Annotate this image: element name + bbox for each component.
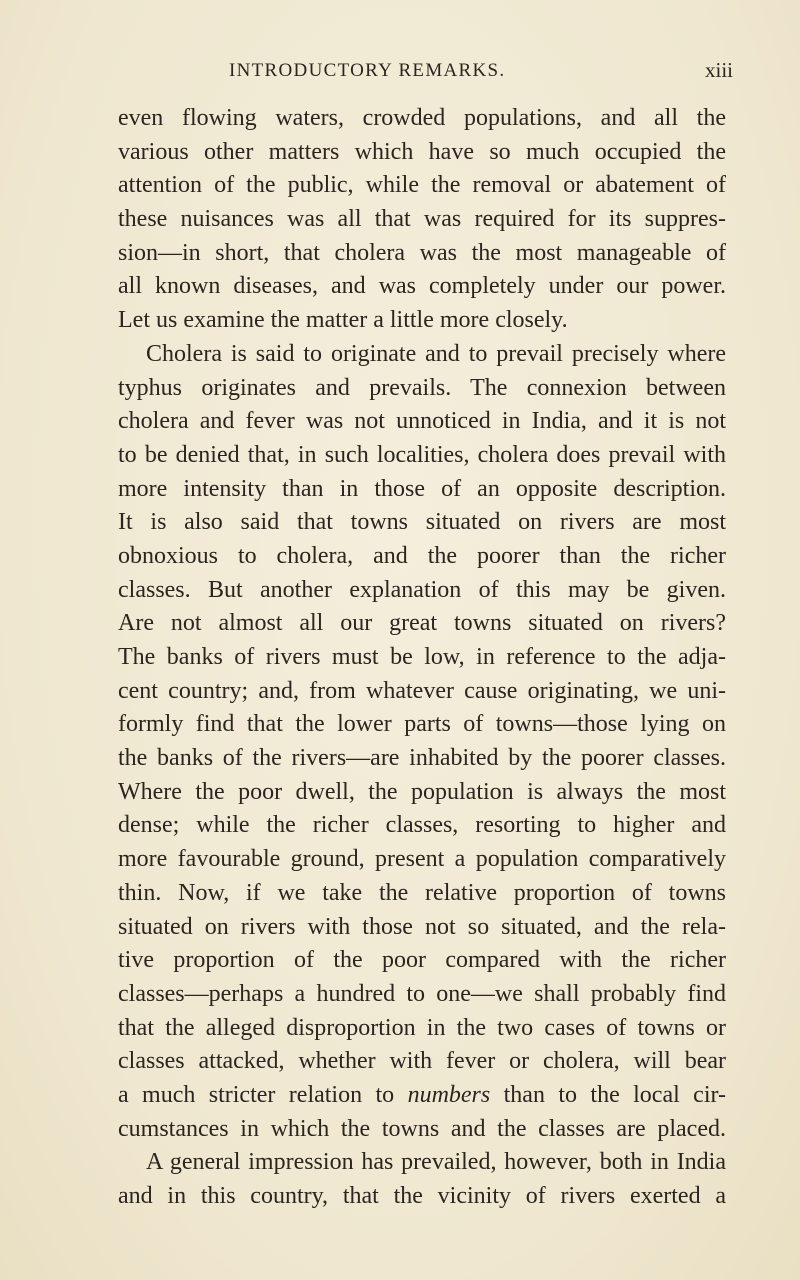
text-line: classes—perhaps a hundred to one—we shall probably find [118, 980, 726, 1007]
text-line: Let us examine the matter a little more closely. [118, 307, 568, 334]
page-number: xiii [705, 58, 734, 82]
text-line: more favourable ground, present a population comparatively [118, 846, 726, 873]
text-line: tive proportion of the poor compared with the richer [118, 947, 726, 974]
text-line: dense; while the richer classes, resorting to higher and [118, 812, 726, 839]
text-line: Cholera is said to originate and to prevail precisely where [146, 340, 726, 367]
text-segment: a much stricter relation to [118, 1081, 408, 1108]
text-line: these nuisances was all that was required for its suppres- [118, 206, 726, 233]
text-line: all known diseases, and was completely under our power. [118, 273, 726, 300]
text-line: classes. But another explanation of this may be given. [118, 576, 726, 603]
text-line: cumstances in which the towns and the classes are placed. [118, 1115, 726, 1142]
text-line: sion—in short, that cholera was the most manageable of [118, 239, 726, 266]
text-line-with-emphasis [118, 1079, 726, 1113]
text-line: A general impression has prevailed, however, both in India [146, 1149, 726, 1176]
text-segment: than to the local cir- [490, 1081, 726, 1108]
text-line: formly find that the lower parts of towns—those lying on [118, 711, 726, 738]
text-line: It is also said that towns situated on rivers are most [118, 509, 726, 536]
emphasized-word: numbers [407, 1081, 491, 1108]
text-line: cent country; and, from whatever cause originating, we uni- [118, 677, 726, 704]
text-line: attention of the public, while the removal or abatement of [118, 172, 726, 199]
text-line: cholera and fever was not unnoticed in India, and it is not [118, 408, 726, 435]
text-line: Are not almost all our great towns situated on rivers? [118, 610, 726, 637]
body-text [118, 102, 726, 1214]
text-line: various other matters which have so much occupied the [118, 138, 726, 165]
text-line: classes attacked, whether with fever or cholera, will bear [118, 1048, 726, 1075]
text-line: Where the poor dwell, the population is always the most [118, 778, 726, 805]
text-line: to be denied that, in such localities, cholera does prevail with [118, 441, 726, 468]
text-line: typhus originates and prevails. The connexion between [118, 374, 726, 401]
text-line: and in this country, that the vicinity of rivers exerted a [118, 1183, 726, 1209]
page-header [0, 56, 800, 86]
text-line: more intensity than in those of an opposite description. [118, 475, 726, 502]
text-line: even flowing waters, crowded populations, and all the [118, 105, 726, 131]
text-line: the banks of the rivers—are inhabited by the poorer classes. [118, 745, 726, 772]
running-head: INTRODUCTORY REMARKS. [229, 60, 506, 81]
text-line: obnoxious to cholera, and the poorer than the richer [118, 542, 726, 569]
text-line: situated on rivers with those not so situated, and the rela- [118, 913, 726, 940]
text-line: that the alleged disproportion in the two cases of towns or [118, 1014, 726, 1041]
text-line: thin. Now, if we take the relative proportion of towns [118, 879, 726, 906]
text-line: The banks of rivers must be low, in reference to the adja- [118, 644, 726, 670]
